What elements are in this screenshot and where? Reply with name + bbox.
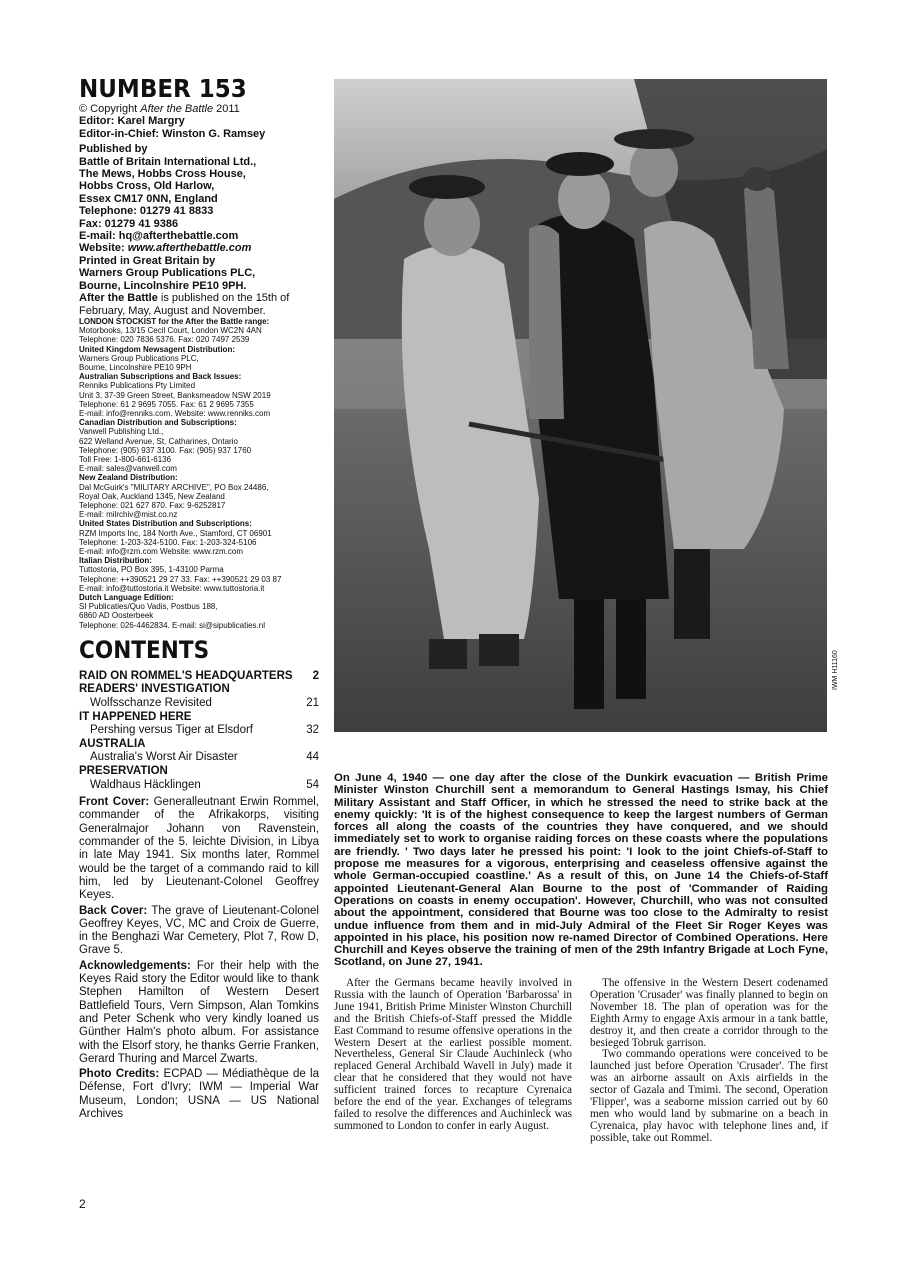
distribution-line: Motorbooks, 13/15 Cecil Court, London WC2N 4AN bbox=[79, 326, 262, 336]
distribution-heading: LONDON STOCKIST for the After the Battle range: bbox=[79, 316, 270, 326]
distribution-line: Dal McGuirk's "MILITARY ARCHIVE", PO Box 24486, bbox=[79, 482, 269, 492]
paragraph: After the Germans became heavily involved in Russia with the launch of Operation 'Barbarossa' in June 1941, British Prime Minister Winston Churchill and the British Chiefs-of-Staff pressed the Middle East Command to resume offensive operations in the Western Desert at the earliest possible moment. Nevertheless, General Sir Claude Auchinleck (who replaced General Archibald Wavell in July) made it clear that he considered that they would not have sufficient trained forces to recapture Cyrenaica before the end of the year. Exchanges of telegrams failed to resolve the differences and Auchinleck was summoned to London to confer in early August. bbox=[334, 977, 572, 1132]
toc-section: RAID ON ROMMEL'S HEADQUARTERS bbox=[79, 669, 293, 682]
photo-credit: IWM H11160 bbox=[832, 650, 839, 690]
toc-section: PRESERVATION bbox=[79, 764, 168, 777]
address-line: Hobbs Cross, Old Harlow, bbox=[79, 180, 215, 193]
distribution-line: Unit 3, 37-39 Green Street, Banksmeadow NSW 2019 bbox=[79, 390, 271, 400]
distribution-heading: United Kingdom Newsagent Distribution: bbox=[79, 344, 235, 354]
toc-entry[interactable] bbox=[79, 697, 319, 711]
address-line: The Mews, Hobbs Cross House, bbox=[79, 168, 246, 181]
distribution-line: E-mail: info@tuttostoria.it Website: www.tuttostoria.it bbox=[79, 583, 265, 593]
photo-caption: On June 4, 1940 — one day after the close of the Dunkirk evacuation — British Prime Minister Winston Churchill sent a memorandum to General Hastings Ismay, his Chief Military Assistant and Staff Officer, in which he stressed the need to strike back at the enemy quickly: 'It is of the highest consequence to keep the largest numbers of German forces all along the coasts of the countries they have conquered, and we should immediately set to work to organise raiding forces on these coasts where the populations are friendly. ' Two days later he pressed his point: 'I look to the joint Chiefs-of-Staff to propose me measures for a vigorous, enterprising and ceaseless offensive against the whole German-occupied coastline.' As a result of this, on June 14 the Chiefs-of-Staff appointed Lieutenant-General Alan Bourne to the post of 'Commander of Raiding Operations on coasts in enemy occupation'. However, Churchill, who was not consulted about the appointment, considered that Bourne was too close to the Admiralty to resist undue influence from them and in mid-July Admiral of the Fleet Sir Roger Keyes was appointed in his place, his position now re-named Director of Combined Operations. Here Churchill and Keyes observe the training of men of the 29th Infantry Brigade at Loch Fyne, Scotland, on June 27, 1941. bbox=[334, 772, 828, 969]
distribution-line: Bourne, Lincolnshire PE10 9PH bbox=[79, 362, 192, 372]
address-line: Essex CM17 0NN, England bbox=[79, 192, 218, 205]
paragraph: Two commando operations were conceived to be launched just before Operation 'Crusader'. The first was an airborne assault on Axis airfields in the sector of Gazala and Tmimi. The second, Operation 'Flipper', was a seaborne mission carried out by 60 men who would land by submarine on a beach in Cyrenaica, play havoc with telephone lines and, if possible, take out Rommel. bbox=[590, 1048, 828, 1144]
publication-schedule: After the Battle is published on the 15th of February, May, August and November. bbox=[79, 292, 290, 317]
toc-section: IT HAPPENED HERE bbox=[79, 710, 192, 723]
distribution-heading: United States Distribution and Subscriptions: bbox=[79, 519, 252, 529]
distribution-line: 6860 AD Oosterbeek bbox=[79, 611, 154, 621]
distribution-line: Vanwell Publishing Ltd., bbox=[79, 427, 164, 437]
article-body bbox=[334, 978, 828, 1145]
published-by: Published by bbox=[79, 143, 148, 156]
toc-entry[interactable] bbox=[79, 751, 319, 765]
distribution-line: Renniks Publications Pty Limited bbox=[79, 381, 196, 391]
email: E-mail: hq@afterthebattle.com bbox=[79, 230, 239, 243]
distribution-line: SI Publicaties/Quo Vadis, Postbus 188, bbox=[79, 602, 218, 612]
distribution-heading: New Zealand Distribution: bbox=[79, 473, 178, 483]
credits bbox=[79, 796, 319, 1121]
toc-title: Australia's Worst Air Disaster bbox=[90, 751, 238, 764]
toc-page: 2 bbox=[312, 669, 319, 682]
copyright-line: © Copyright After the Battle 2011 bbox=[79, 103, 240, 115]
toc-page: 32 bbox=[306, 724, 319, 737]
toc-page: 54 bbox=[306, 778, 319, 791]
distribution-line: Toll Free: 1-800-661-6136 bbox=[79, 454, 172, 464]
left-column bbox=[79, 75, 319, 1123]
publisher-address bbox=[79, 156, 319, 206]
distribution-line: Telephone: 1-203-324-5100. Fax: 1-203-324-5106 bbox=[79, 537, 257, 547]
toc-title: Wolfsschanze Revisited bbox=[90, 697, 212, 709]
toc-page: 21 bbox=[306, 697, 319, 709]
toc-title: Waldhaus Häcklingen bbox=[90, 778, 201, 791]
distribution-heading: Italian Distribution: bbox=[79, 556, 152, 566]
acknowledgements: Acknowledgements: For their help with the Keyes Raid story the Editor would like to thank Stephen Hamilton of Western Desert Battlefield Tours, Vern Simpson, Alan Tomkins and Peter Schenk who very kindly loaned us Günther Halm's photo album. For assistance with the Elsorf story, he thanks Gerrie Franken, Gerard Thuring and Marcel Zwarts. bbox=[79, 959, 319, 1065]
distribution-line: E-mail: sales@vanwell.com bbox=[79, 464, 177, 474]
distribution-line: Telephone: 61 2 9695 7055. Fax: 61 2 9695 7355 bbox=[79, 399, 254, 409]
editor: Editor: Karel Margry bbox=[79, 115, 185, 128]
article-column-1 bbox=[334, 978, 572, 1145]
toc-section: READERS' INVESTIGATION bbox=[79, 683, 230, 696]
editor-in-chief: Editor-in-Chief: Winston G. Ramsey bbox=[79, 127, 266, 140]
photo-credits: Photo Credits: ECPAD — Médiathèque de la Défense, Fort d'Ivry; IWM — Imperial War Museum, London; USNA — US National Archives bbox=[79, 1068, 319, 1120]
toc-entry[interactable] bbox=[79, 670, 319, 684]
telephone: Telephone: 01279 41 8833 bbox=[79, 205, 214, 218]
printed-line: Warners Group Publications PLC, bbox=[79, 267, 256, 280]
printed-line: Bourne, Lincolnshire PE10 9PH. bbox=[79, 279, 247, 292]
historical-photo bbox=[334, 79, 827, 732]
printed-line: Printed in Great Britain by bbox=[79, 254, 216, 267]
toc-page: 44 bbox=[306, 751, 319, 764]
article-column-2 bbox=[590, 978, 828, 1145]
address-line: Battle of Britain International Ltd., bbox=[79, 155, 257, 168]
distribution-line: Telephone: 020 7836 5376. Fax: 020 7497 2539 bbox=[79, 335, 250, 345]
printed-by bbox=[79, 255, 319, 292]
distribution-heading: Australian Subscriptions and Back Issues: bbox=[79, 372, 242, 382]
front-cover-credit: Front Cover: Generalleutnant Erwin Rommel, commander of the Afrikakorps, visiting Generalmajor Johann von Ravenstein, commander of the 5. leichte Division, in Libya in late May 1941. Six months later, Rommel would be the target of a commando raid to kill him, led by Lieutenant-Colonel Geoffrey Keyes. bbox=[79, 796, 319, 902]
toc-entry[interactable] bbox=[79, 724, 319, 738]
distribution-list bbox=[79, 317, 319, 630]
distribution-line: E-mail: info@rzm.com Website: www.rzm.com bbox=[79, 546, 243, 556]
fax: Fax: 01279 41 9386 bbox=[79, 217, 179, 230]
toc-title: Pershing versus Tiger at Elsdorf bbox=[90, 724, 253, 737]
distribution-line: Royal Oak, Auckland 1345, New Zealand bbox=[79, 491, 225, 501]
distribution-heading: Canadian Distribution and Subscriptions: bbox=[79, 418, 237, 428]
toc-section: AUSTRALIA bbox=[79, 737, 146, 750]
masthead bbox=[79, 103, 319, 317]
paragraph: The offensive in the Western Desert codenamed Operation 'Crusader' was finally planned to begin on November 18. The plan of operation was for the Eighth Army to engage Axis armour in a tank battle, destroy it, and then create a corridor through to the besieged Tobruk garrison. bbox=[590, 977, 828, 1049]
distribution-line: E-mail: milrchiv@mist.co.nz bbox=[79, 510, 178, 520]
toc-entry[interactable] bbox=[79, 779, 319, 793]
photo-illustration bbox=[334, 79, 827, 732]
website-line[interactable]: Website: www.afterthebattle.com bbox=[79, 242, 252, 255]
table-of-contents bbox=[79, 670, 319, 792]
distribution-line: RZM Imports Inc, 184 North Ave., Stamford, CT 06901 bbox=[79, 528, 272, 538]
distribution-line: Telephone: 021 627 870. Fax: 9-6252817 bbox=[79, 500, 226, 510]
distribution-line: Telephone: ++390521 29 27 33. Fax: ++390521 29 03 87 bbox=[79, 574, 282, 584]
distribution-line: 622 Welland Avenue, St. Catharines, Ontario bbox=[79, 436, 238, 446]
distribution-heading: Dutch Language Edition: bbox=[79, 593, 174, 602]
distribution-line: Telephone: (905) 937 3100. Fax: (905) 937 1760 bbox=[79, 445, 252, 455]
contents-title: CONTENTS bbox=[79, 635, 210, 664]
distribution-line: Warners Group Publications PLC, bbox=[79, 353, 199, 363]
distribution-line: Tuttostoria, PO Box 395, 1-43100 Parma bbox=[79, 565, 224, 575]
distribution-line: E-mail: info@renniks.com. Website: www.renniks.com bbox=[79, 408, 271, 418]
issue-number: NUMBER 153 bbox=[79, 74, 247, 103]
back-cover-credit: Back Cover: The grave of Lieutenant-Colonel Geoffrey Keyes, VC, MC and Croix de Guerre, in the Benghazi War Cemetery, Plot 7, Row D, Grave 5. bbox=[79, 904, 319, 957]
distribution-line: Telephone: 026-4462834. E-mail: si@sipublicaties.nl bbox=[79, 620, 266, 630]
page-number: 2 bbox=[79, 1197, 86, 1211]
